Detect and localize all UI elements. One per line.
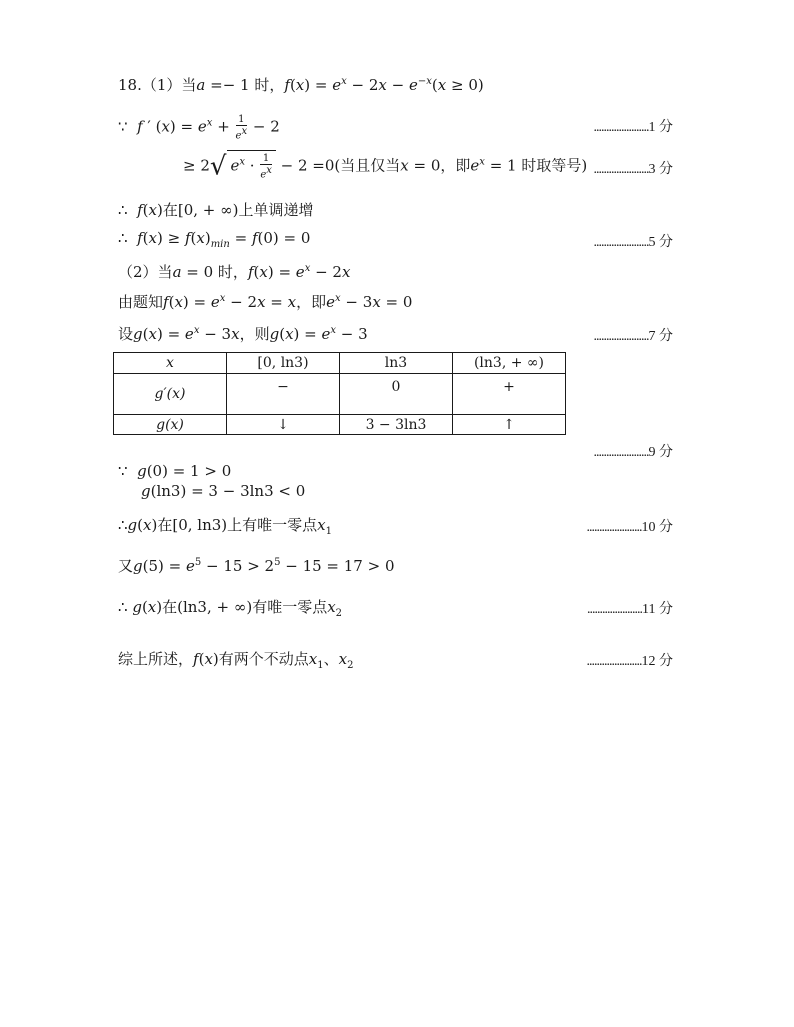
part2-label: （2） <box>118 263 158 281</box>
line-conclusion: 综上所述，f(x)有两个不动点$x_1$、$x_2$ <box>118 650 354 671</box>
line-part1-setup: 18.（1）当a =− 1 时，$f(x) = e^x - 2x - e^{-x}(x \ge 0)$ <box>118 76 484 94</box>
line-monotonic: ∴ f(x)在[0, + ∞)上单调递增 <box>118 201 314 219</box>
line-zero2: ∴ g(x)在(ln3, + ∞)有唯一零点$x_2$ <box>118 598 343 619</box>
score-5: ......................5 分 <box>593 235 673 250</box>
table-cell: ↑ <box>453 415 566 435</box>
table-row <box>114 415 566 435</box>
table-cell: + <box>453 374 566 415</box>
table-cell: g′(x) <box>114 374 227 415</box>
line-fixed-point: 由题知$f(x) = e^x - 2x = x$，即$e^x - 3x = 0$ <box>118 293 413 311</box>
table-cell: x <box>114 353 227 374</box>
line-part2-setup: （2）当a = 0 时，$f(x) = e^x - 2x$ <box>118 263 351 281</box>
table-cell: ln3 <box>340 353 453 374</box>
line-zero1: ∴g(x)在[0, ln3)上有唯一零点$x_1$ <box>118 516 332 537</box>
table-cell: g(x) <box>114 415 227 435</box>
monotonicity-table <box>113 352 566 435</box>
score-10: ......................10 分 <box>586 520 673 535</box>
table-cell: 3 − 3ln3 <box>340 415 453 435</box>
line-g5: 又$g(5) = e^5 - 15 > 2^5 - 15 = 17 > 0$ <box>118 557 395 575</box>
line-define-g: 设$g(x) = e^x - 3x$，则$g(x) = e^x - 3$ <box>118 325 368 343</box>
score-1: ......................1 分 <box>593 120 673 135</box>
because-symbol: ∵ <box>118 117 128 136</box>
line-min: ∴ $f(x) \ge f(x)_{min} = f(0) = 0$ <box>118 229 311 250</box>
score-3: ......................3 分 <box>593 162 673 177</box>
table-cell: [0, ln3) <box>227 353 340 374</box>
table-cell: − <box>227 374 340 415</box>
line-g0: ∵ g(0) = 1 > 0 <box>118 462 232 480</box>
line-gln3: g(ln3) = 3 − 3ln3 < 0 <box>141 482 306 500</box>
fraction: $\frac{1}{e^x}$ <box>235 114 248 142</box>
table-cell: 0 <box>340 374 453 415</box>
score-7: ......................7 分 <box>593 329 673 344</box>
score-11: ......................11 分 <box>587 602 673 617</box>
table-cell: ↓ <box>227 415 340 435</box>
table-row <box>114 353 566 374</box>
line-derivative: ∵ f ′ $(x) = e^x$ + $\frac{1}{e^x}$ − 2 <box>118 114 280 142</box>
part1-label: （1） <box>141 76 182 94</box>
score-9: ......................9 分 <box>593 445 673 460</box>
table-cell: (ln3, + ∞) <box>453 353 566 374</box>
table-row <box>114 374 566 415</box>
problem-number: 18. <box>118 76 142 94</box>
score-12: ......................12 分 <box>586 654 673 669</box>
line-inequality: ≥ 2√ $e^x$ · $\frac{1}{e^x}$ − 2 =0(当且仅当x = 0，即$e^x = 1$ 时取等号) <box>183 151 588 182</box>
